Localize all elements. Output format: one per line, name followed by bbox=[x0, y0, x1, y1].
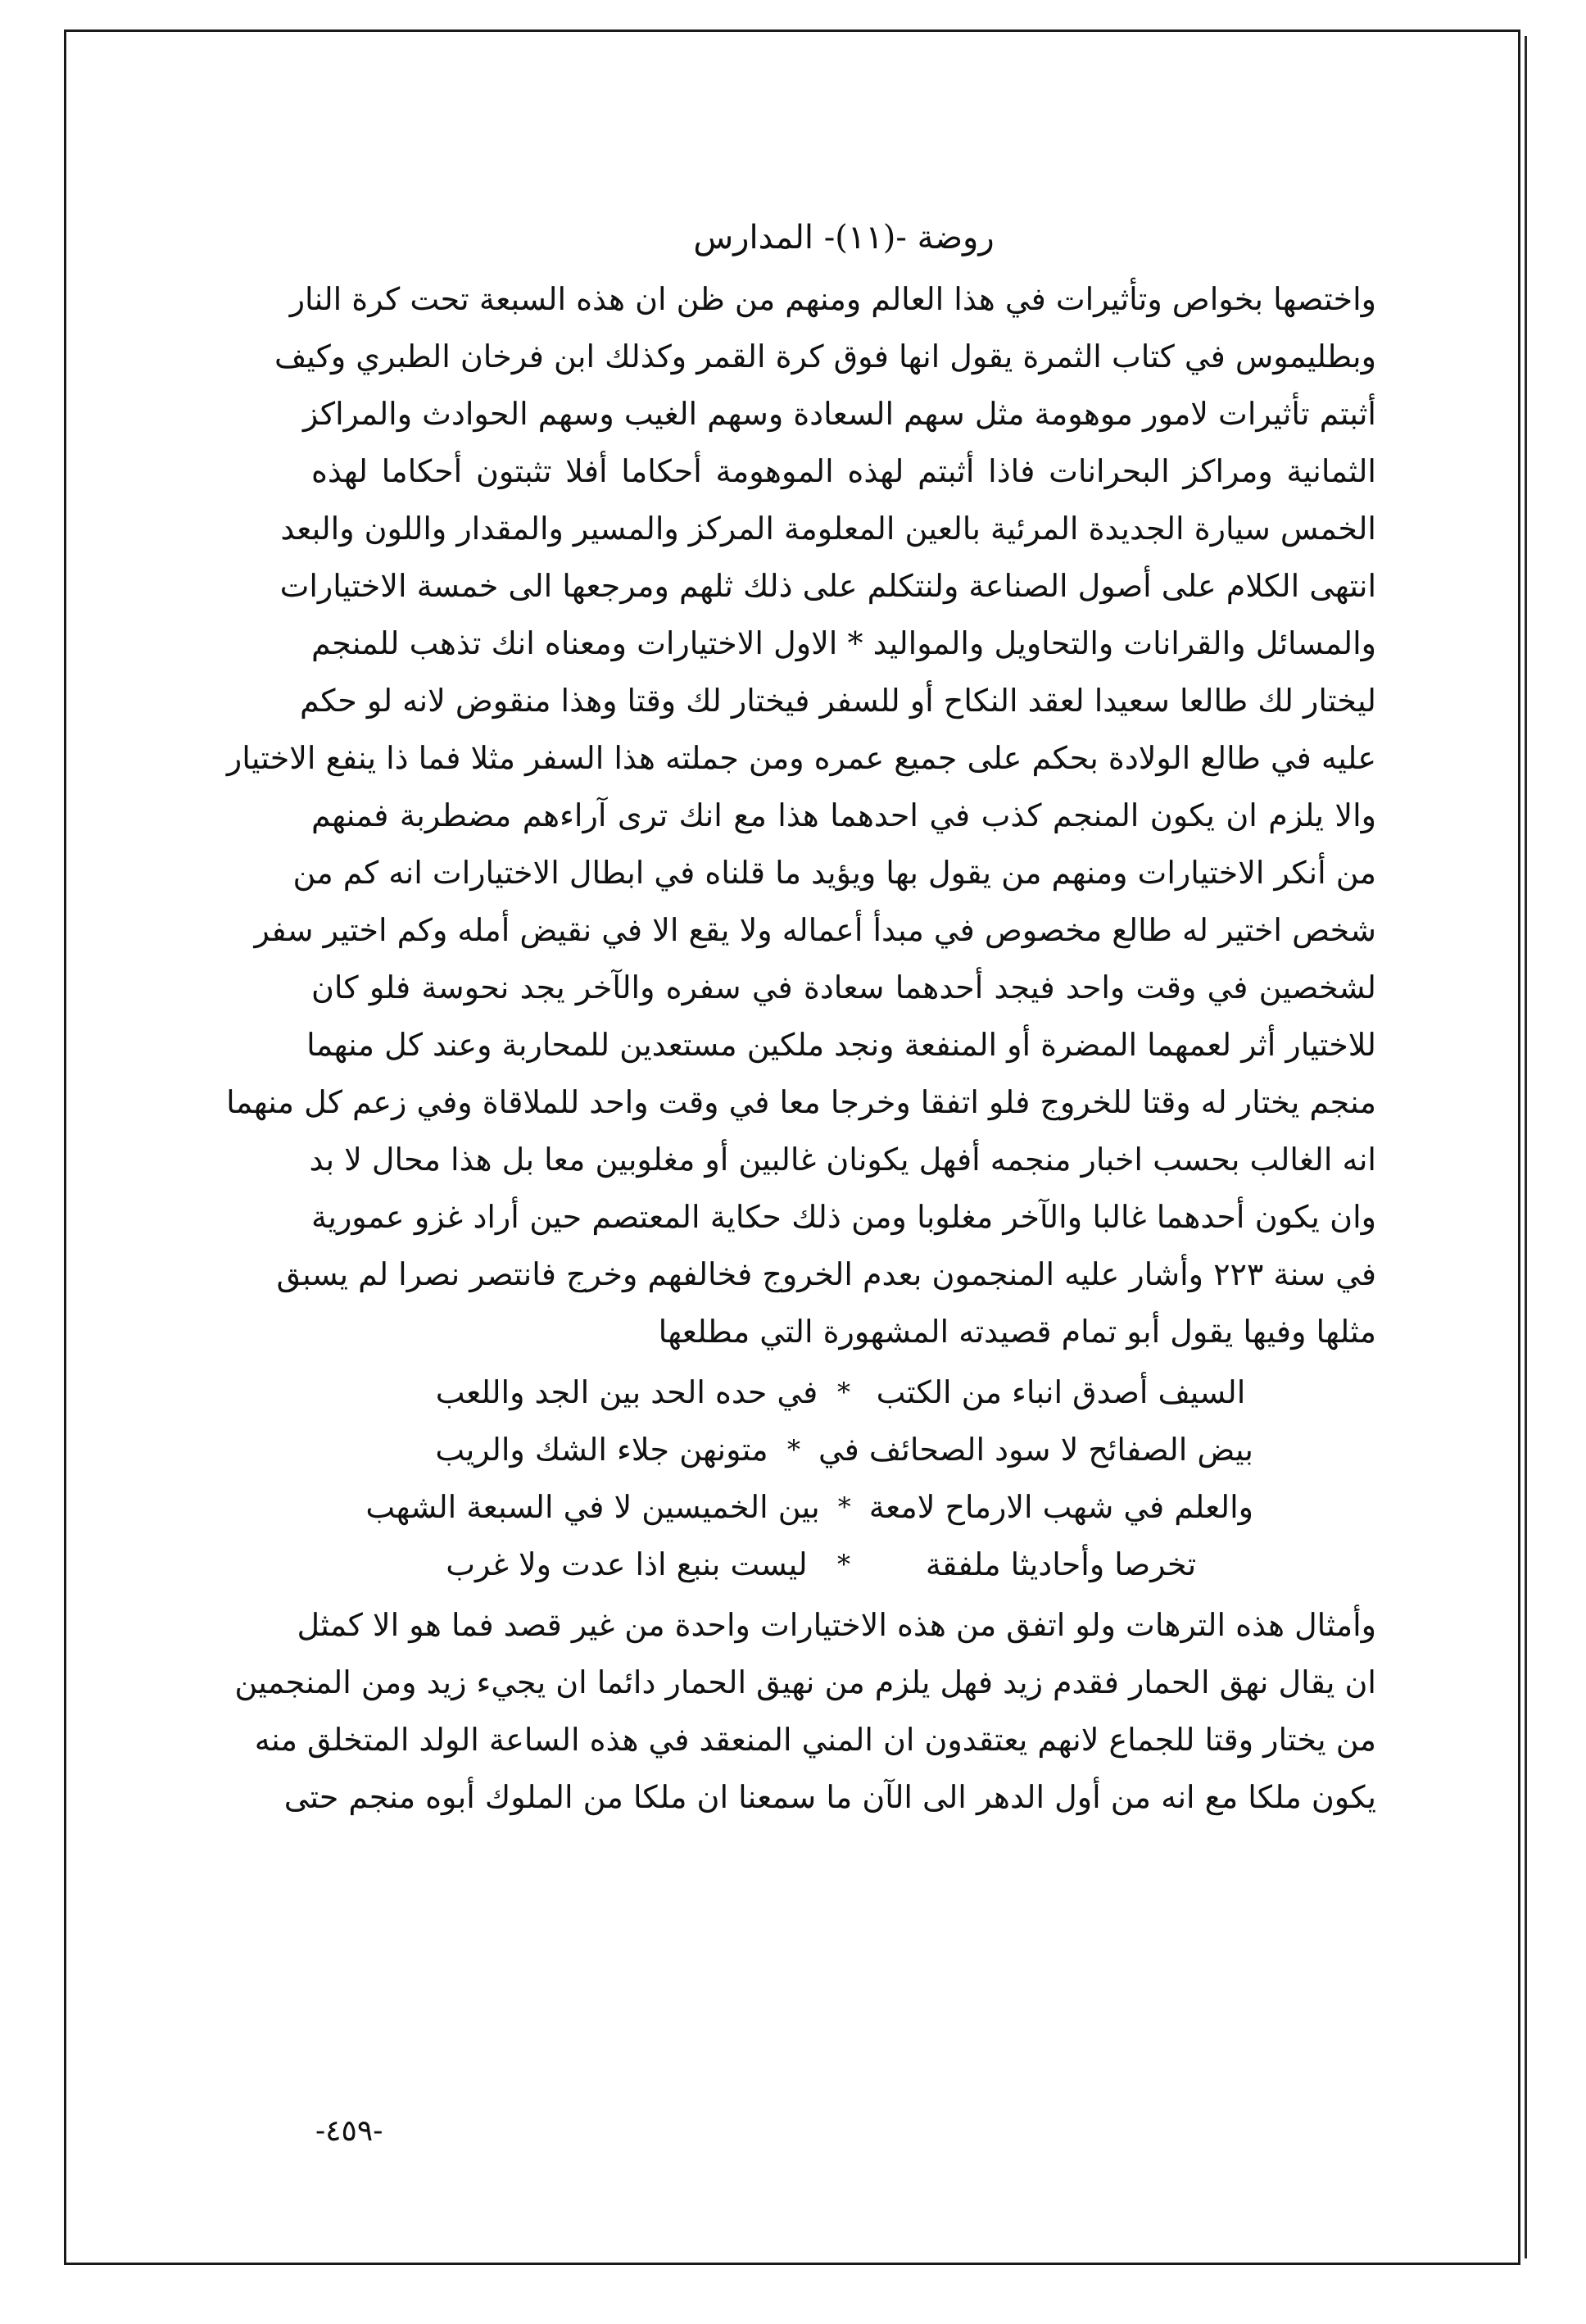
text-line: مثلها وفيها يقول أبو تمام قصيدته المشهورة التي مطلعها bbox=[658, 1314, 1376, 1350]
page-border-right-edge bbox=[1525, 36, 1527, 2258]
text-line: أثبتم تأثيرات لامور موهومة مثل سهم السعادة وسهم الغيب وسهم الحوادث والمراكز bbox=[303, 396, 1376, 432]
verse-separator-star: * bbox=[787, 1434, 800, 1465]
verse-separator-star: * bbox=[837, 1549, 850, 1580]
verse-line bbox=[365, 1478, 1253, 1536]
page-number: -٤٥٩- bbox=[315, 2114, 383, 2148]
text-line: في سنة ٢٢٣ وأشار عليه المنجمون بعدم الخروج فخالفهم وخرج فانتصر نصرا لم يسبق bbox=[276, 1256, 1376, 1292]
paragraph-1 bbox=[226, 270, 1376, 1360]
verse-line bbox=[434, 1421, 1253, 1478]
text-line: للاختيار أثر لعمهما المضرة أو المنفعة ونجد ملكين مستعدين للمحاربة وعند كل منهما bbox=[306, 1027, 1376, 1063]
verse-second-hemistich: متونهن جلاء الشك والريب bbox=[435, 1432, 768, 1468]
poem-verses bbox=[365, 1364, 1253, 1593]
text-line: عليه في طالع الولادة بحكم على جميع عمره ومن جملته هذا السفر مثلا فما ذا ينفع الاختيار bbox=[226, 740, 1376, 776]
text-line: ليختار لك طالعا سعيدا لعقد النكاح أو للسفر فيختار لك وقتا وهذا منقوض لانه لو حكم bbox=[300, 683, 1376, 719]
verse-line bbox=[434, 1364, 1253, 1421]
text-line: شخص اختير له طالع مخصوص في مبدأ أعماله ولا يقع الا في نقيض أمله وكم اختير سفر bbox=[254, 912, 1376, 948]
running-header: روضة -(١١)- المدارس bbox=[693, 219, 995, 256]
text-line: يكون ملكا مع انه من أول الدهر الى الآن ما سمعنا ان ملكا من الملوك أبوه منجم حتى bbox=[283, 1779, 1376, 1815]
text-line: واختصها بخواص وتأثيرات في هذا العالم ومنهم من ظن ان هذه السبعة تحت كرة النار bbox=[289, 281, 1376, 317]
verse-second-hemistich: في حده الحد بين الجد واللعب bbox=[435, 1374, 818, 1410]
text-line: انه الغالب بحسب اخبار منجمه أفهل يكونان غالبين أو مغلوبين معا بل هذا محال لا بد bbox=[309, 1142, 1376, 1178]
text-line: وان يكون أحدهما غالبا والآخر مغلوبا ومن ذلك حكاية المعتصم حين أراد غزو عمورية bbox=[311, 1199, 1376, 1235]
verse-second-hemistich: ليست بنبع اذا عدت ولا غرب bbox=[446, 1546, 808, 1582]
page-text-block bbox=[226, 213, 1376, 1826]
text-line: وأمثال هذه الترهات ولو اتفق من هذه الاختيارات واحدة من غير قصد فما هو الا كمثل bbox=[297, 1607, 1376, 1643]
text-line: ان يقال نهق الحمار فقدم زيد فهل يلزم من نهيق الحمار دائما ان يجيء زيد ومن المنجمين bbox=[234, 1664, 1376, 1700]
text-line: منجم يختار له وقتا للخروج فلو اتفقا وخرجا معا في وقت واحد للملاقاة وفي زعم كل منهما bbox=[226, 1084, 1376, 1120]
text-line: والمسائل والقرانات والتحاويل والمواليد * الاول الاختيارات ومعناه انك تذهب للمنجم bbox=[311, 625, 1376, 661]
text-line: الخمس سيارة الجديدة المرئية بالعين المعلومة المركز والمسير والمقدار واللون والبعد bbox=[280, 511, 1376, 547]
verse-second-hemistich: بين الخميسين لا في السبعة الشهب bbox=[365, 1489, 820, 1525]
text-line: من أنكر الاختيارات ومنهم من يقول بها ويؤيد ما قلناه في ابطال الاختيارات انه كم من bbox=[292, 855, 1376, 891]
text-line: من يختار وقتا للجماع لانهم يعتقدون ان المني المنعقد في هذه الساعة الولد المتخلق منه bbox=[254, 1722, 1376, 1758]
verse-line bbox=[434, 1536, 1253, 1593]
paragraph-2 bbox=[234, 1596, 1376, 1826]
text-line: الثمانية ومراكز البحرانات فاذا أثبتم لهذه الموهومة أحكاما أفلا تثبتون أحكاما لهذه bbox=[311, 453, 1376, 489]
verse-separator-star: * bbox=[837, 1377, 850, 1408]
verse-first-hemistich: والعلم في شهب الارماح لامعة bbox=[868, 1489, 1253, 1525]
text-line: والا يلزم ان يكون المنجم كذب في احدهما هذا مع انك ترى آراءهم مضطربة فمنهم bbox=[311, 797, 1376, 833]
verse-first-hemistich: تخرصا وأحاديثا ملفقة bbox=[925, 1546, 1197, 1582]
text-line: انتهى الكلام على أصول الصناعة ولنتكلم على ذلك ثلهم ومرجعها الى خمسة الاختيارات bbox=[279, 568, 1376, 604]
verse-first-hemistich: بيض الصفائح لا سود الصحائف في bbox=[818, 1432, 1253, 1468]
text-line: لشخصين في وقت واحد فيجد أحدهما سعادة في سفره والآخر يجد نحوسة فلو كان bbox=[311, 969, 1376, 1005]
text-line: وبطليموس في كتاب الثمرة يقول انها فوق كرة القمر وكذلك ابن فرخان الطبري وكيف bbox=[274, 338, 1376, 374]
verse-separator-star: * bbox=[837, 1491, 851, 1523]
verse-first-hemistich: السيف أصدق انباء من الكتب bbox=[876, 1374, 1246, 1410]
